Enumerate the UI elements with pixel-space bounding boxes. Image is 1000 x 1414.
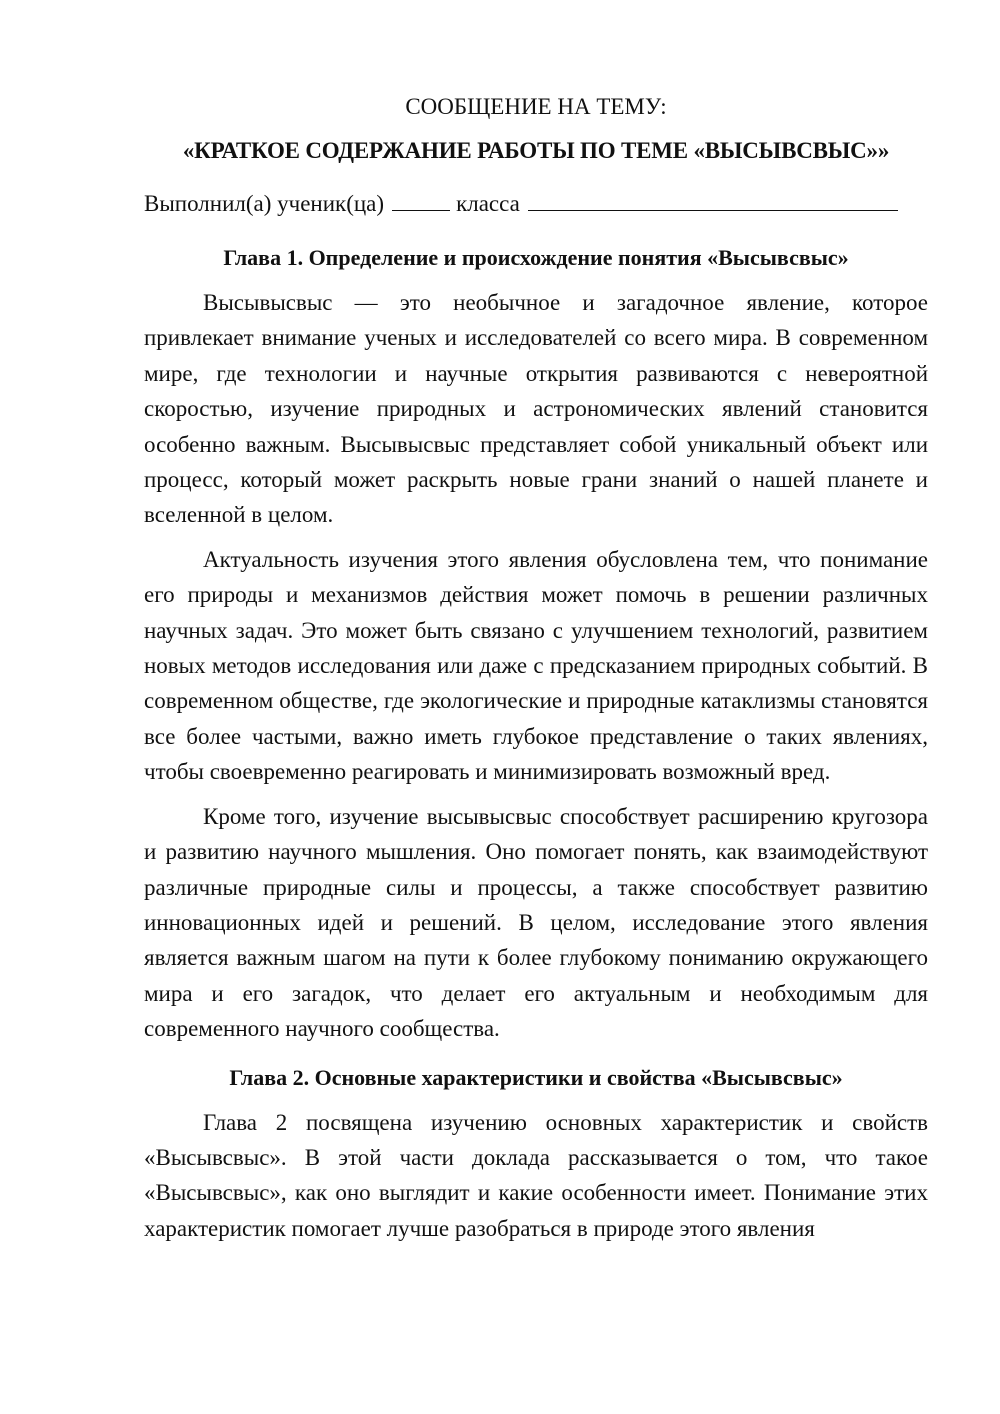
class-name-blank (528, 188, 898, 211)
chapter-2-paragraph: Глава 2 посвящена изучению основных характеристик и свойств «Высывсвыс». В этой части доклада рассказывается о том, что такое «Высывсвыс», как оно выглядит и какие особенности имеет. Понимание этих характеристик помогает лучше разобраться в природе этого явления (144, 1109, 928, 1241)
chapter-1-paragraph: Высывысвыс — это необычное и загадочное явление, которое привлекает внимание ученых и исследователей со всего мира. В современном мире, где технологии и научные открытия развиваются с невероятной скоростью, изучение природных и астрономических явлений становится особенно важным. Высывысвыс представляет собой уникальный объект или процесс, который может раскрыть новые грани знаний о нашей планете и вселенной в целом. (144, 290, 928, 528)
grade-blank (392, 188, 450, 211)
document-title-line-2: «КРАТКОЕ СОДЕРЖАНИЕ РАБОТЫ ПО ТЕМЕ «ВЫСЫВСВЫС»» (182, 138, 890, 163)
chapter-2-heading: Глава 2. Основные характеристики и свойства «Высывсвыс» (229, 1064, 843, 1090)
document-page (144, 92, 928, 1255)
chapter-1-heading: Глава 1. Определение и происхождение понятия «Высывсвыс» (223, 245, 849, 270)
author-prefix: Выполнил(а) ученик(ца) (144, 191, 385, 216)
class-label: класса (456, 191, 520, 216)
author-line (144, 188, 928, 219)
document-title-line-1: СООБЩЕНИЕ НА ТЕМУ: (405, 94, 667, 119)
chapter-1-paragraph: Кроме того, изучение высывысвыс способствует расширению кругозора и развитию научного мышления. Оно помогает понять, как взаимодействуют различные природные силы и процессы, а также способствует развитию инновационных идей и решений. В целом, исследование этого явления является важным шагом на пути к более глубокому пониманию окружающего мира и его загадок, что делает его актуальным и необходимым для современного научного сообщества. (144, 803, 928, 1042)
chapter-1-paragraph: Актуальность изучения этого явления обусловлена тем, что понимание его природы и механизмов действия может помочь в решении различных научных задач. Это может быть связано с улучшением технологий, развитием новых методов исследования или даже с предсказанием природных событий. В современном обществе, где экологические и природные катаклизмы становятся все более частыми, важно иметь глубокое представление о таких явлениях, чтобы своевременно реагировать и минимизировать возможный вред. (144, 546, 928, 785)
